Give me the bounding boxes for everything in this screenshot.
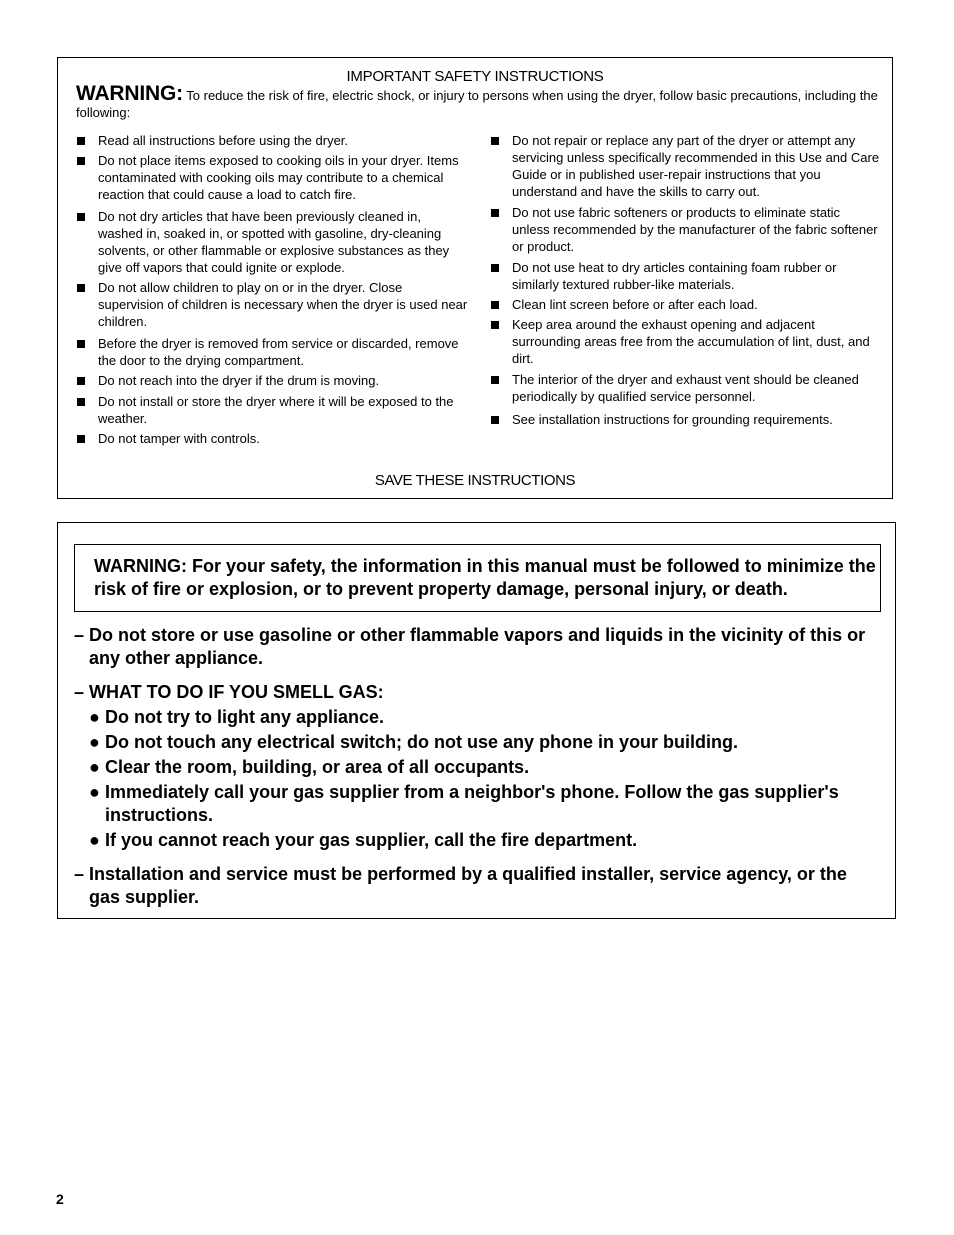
list-item: Do not use fabric softeners or products to eliminate static unless recommended by the manufacturer of the fabric softener or product. (490, 204, 880, 255)
dash-icon: – (74, 625, 85, 645)
square-bullet-icon (491, 321, 499, 329)
dash-icon: – (74, 864, 85, 884)
list-item: The interior of the dryer and exhaust vent should be cleaned periodically by qualified service personnel. (490, 371, 880, 405)
bullet-dot-icon: ● (89, 757, 100, 777)
square-bullet-icon (77, 340, 85, 348)
safety-warning-banner: WARNING: For your safety, the information in this manual must be followed to minimize the risk of fire or explosion, or to prevent property damage, personal injury, or death. (74, 544, 881, 612)
square-bullet-icon (491, 264, 499, 272)
square-bullet-icon (491, 209, 499, 217)
safety-title: IMPORTANT SAFETY INSTRUCTIONS (346, 68, 604, 85)
smell-gas-heading: WHAT TO DO IF YOU SMELL GAS: (89, 682, 384, 702)
list-item: Do not install or store the dryer where it will be exposed to the weather. (76, 393, 468, 427)
gas-item-storage: – Do not store or use gasoline or other flammable vapors and liquids in the vicinity of this or any other appliance. (74, 625, 866, 668)
warning-label: WARNING: (76, 82, 183, 105)
list-item: ● Do not touch any electrical switch; do not use any phone in your building. (89, 732, 739, 752)
square-bullet-icon (491, 416, 499, 424)
square-bullet-icon (491, 137, 499, 145)
warning-intro (76, 82, 886, 121)
gas-instructions (74, 624, 882, 909)
gas-item-smell-gas (74, 681, 882, 704)
gas-warning-box (57, 522, 896, 919)
right-instruction-column (490, 132, 880, 428)
square-bullet-icon (491, 376, 499, 384)
safety-instructions-box (57, 57, 893, 499)
list-item: Do not reach into the dryer if the drum is moving. (76, 372, 468, 389)
bullet-dot-icon: ● (89, 732, 100, 752)
list-item: Do not dry articles that have been previously cleaned in, washed in, soaked in, or spotted with gasoline, dry-cleaning solvents, or other flammable or explosive substances as they give off vapors that could ignite or explode. (76, 208, 468, 276)
list-item: Do not place items exposed to cooking oils in your dryer. Items contaminated with cooking oils may contribute to a chemical reaction that could cause a load to catch fire. (76, 152, 468, 203)
list-item: See installation instructions for grounding requirements. (490, 411, 880, 428)
list-item: Before the dryer is removed from service or discarded, remove the door to the drying compartment. (76, 335, 468, 369)
list-item: Read all instructions before using the dryer. (76, 132, 468, 149)
left-instruction-column (76, 132, 468, 447)
list-item: ● Clear the room, building, or area of all occupants. (89, 757, 530, 777)
bullet-dot-icon: ● (89, 707, 100, 727)
list-item: ● If you cannot reach your gas supplier, call the fire department. (89, 830, 638, 850)
square-bullet-icon (77, 284, 85, 292)
square-bullet-icon (77, 377, 85, 385)
square-bullet-icon (77, 157, 85, 165)
list-item: ● Immediately call your gas supplier from a neighbor's phone. Follow the gas supplier's instructions. (89, 782, 839, 825)
warning-text: To reduce the risk of fire, electric shock, or injury to persons when using the dryer, follow basic precautions, including the following: (76, 88, 878, 120)
square-bullet-icon (77, 213, 85, 221)
bullet-dot-icon: ● (89, 782, 100, 802)
dash-icon: – (74, 682, 85, 702)
save-instructions: SAVE THESE INSTRUCTIONS (374, 472, 576, 489)
list-item: Do not tamper with controls. (76, 430, 468, 447)
list-item: Do not use heat to dry articles containing foam rubber or similarly textured rubber-like materials. (490, 259, 880, 293)
smell-gas-steps (74, 706, 882, 852)
square-bullet-icon (77, 398, 85, 406)
list-item: Clean lint screen before or after each load. (490, 296, 880, 313)
square-bullet-icon (77, 435, 85, 443)
square-bullet-icon (491, 301, 499, 309)
list-item: ● Do not try to light any appliance. (89, 707, 385, 727)
page-number: 2 (56, 1191, 64, 1207)
list-item: Keep area around the exhaust opening and adjacent surrounding areas free from the accumulation of lint, dust, and dirt. (490, 316, 880, 367)
list-item: Do not allow children to play on or in the dryer. Close supervision of children is necessary when the dryer is used near children. (76, 279, 468, 330)
bullet-dot-icon: ● (89, 830, 100, 850)
gas-item-installation: – Installation and service must be performed by a qualified installer, service agency, or the gas supplier. (74, 864, 847, 907)
square-bullet-icon (77, 137, 85, 145)
list-item: Do not repair or replace any part of the dryer or attempt any servicing unless specifically recommended in this Use and Care Guide or in published user-repair instructions that you understand and have the skills to carry out. (490, 132, 880, 200)
